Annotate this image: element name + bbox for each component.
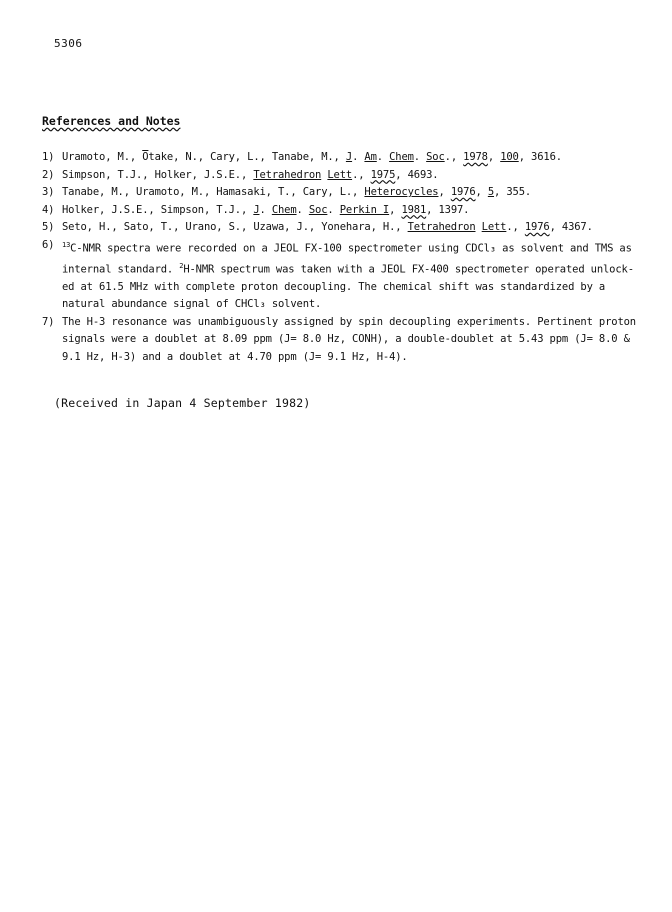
reference-text: Simpson, T.J., Holker, J.S.E., Tetrahedron Lett., 1975, 4693.: [62, 168, 439, 181]
reference-number: 1): [42, 151, 55, 163]
reference-number: 2): [42, 168, 55, 181]
page-number: 5306: [54, 37, 83, 50]
reference-6: [42, 237, 632, 314]
section-heading: References and Notes: [42, 114, 181, 128]
reference-7: [42, 314, 636, 367]
reference-text: The H-3 resonance was unambiguously assigned by spin decoupling experiments. Pertinent proton signals were a doublet at 8.09 ppm (J= 8.0 Hz, CONH), a double-doublet at 5.43 ppm (J= 8.0 & 9.1 Hz, H-3) and a doublet at 4.70 ppm (J= 9.1 Hz, H-4).: [62, 315, 636, 363]
reference-text: Uramoto, M., $\overline{O}take$, N., Cary, L., Tanabe, M., J. Am. Chem. Soc., 1978, 100, 3616.: [62, 151, 562, 163]
reference-4: [42, 202, 632, 220]
reference-text: Holker, J.S.E., Simpson, T.J., J. Chem. Soc. Perkin I, 1981, 1397.: [62, 203, 470, 216]
reference-number: 7): [42, 315, 55, 328]
reference-number: 4): [42, 203, 55, 216]
reference-5: [42, 219, 632, 237]
reference-text: Tanabe, M., Uramoto, M., Hamasaki, T., Cary, L., Heterocycles, 1976, 5, 355.: [62, 186, 532, 198]
reference-3: [42, 184, 632, 202]
reference-number: 6): [42, 238, 55, 251]
reference-number: 5): [42, 221, 55, 233]
received-date-note: (Received in Japan 4 September 1982): [54, 396, 311, 410]
reference-number: 3): [42, 186, 55, 198]
reference-text: Seto, H., Sato, T., Urano, S., Uzawa, J., Yonehara, H., Tetrahedron Lett., 1976, 4367.: [62, 221, 593, 233]
reference-2: [42, 167, 632, 185]
reference-text: $^{13}$C-NMR spectra were recorded on a JEOL FX-100 spectrometer using CDCl₃ as solvent and TMS as internal standard. $^2$H-NMR spectrum was taken with a JEOL FX-400 spectrometer operated unlock- ed at 61.5 MHz with complete proton decoupling. The chemical shift was standardized by a natural abundance signal of CHCl₃ solvent.: [62, 240, 634, 310]
reference-1: [42, 149, 632, 167]
reference-list: [42, 149, 636, 366]
